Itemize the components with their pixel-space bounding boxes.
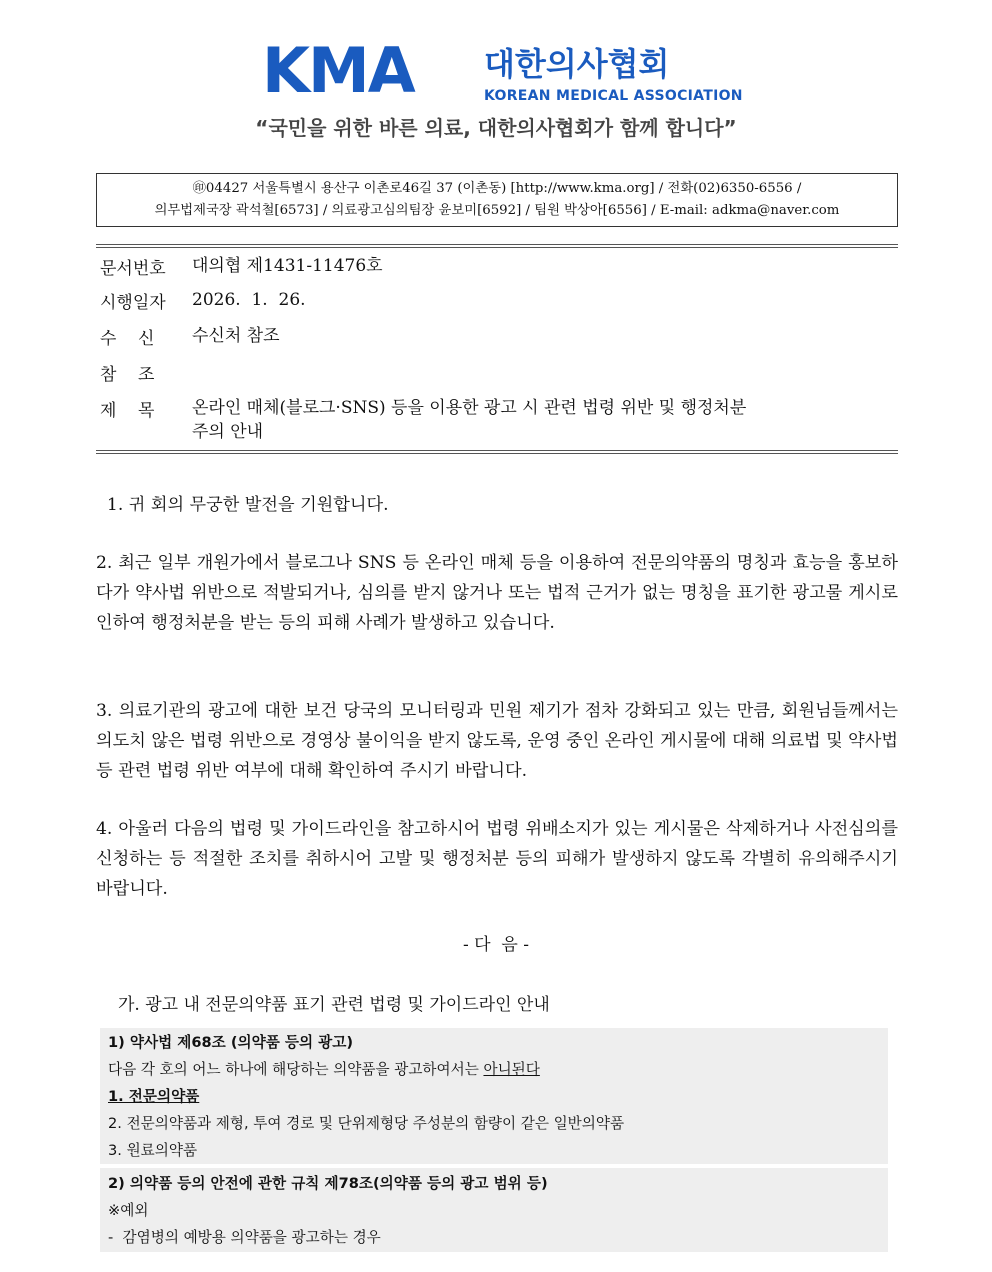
contact-box — [96, 173, 898, 227]
recipient: 수신처 참조 — [192, 326, 280, 346]
date: 2026. 1. 26. — [192, 290, 306, 310]
subject-row — [100, 396, 882, 444]
reference — [192, 360, 882, 385]
law-box-1-item-3: 3. 원료의약품 — [108, 1142, 198, 1159]
law-box-2-title: 2) 의약품 등의 안전에 관한 규칙 제78조(의약품 등의 광고 범위 등) — [108, 1175, 548, 1192]
doc-number: 대의협 제1431-11476호 — [192, 256, 383, 276]
letterhead — [0, 34, 992, 150]
law-box-1 — [100, 1028, 888, 1164]
law-box-2-item-1: - 감염병의 예방용 의약품을 광고하는 경우 — [108, 1229, 381, 1246]
law-box-2 — [100, 1168, 888, 1252]
doc-number-row — [100, 254, 882, 279]
law-box-1-title: 1) 약사법 제68조 (의약품 등의 광고) — [108, 1034, 354, 1051]
subject-line-2: 주의 안내 — [192, 422, 264, 442]
next-heading: - 다 음 - — [463, 935, 529, 955]
law-box-1-intro: 다음 각 호의 어느 하나에 해당하는 의약품을 광고하여서는 아니된다 — [108, 1061, 540, 1078]
subject-label: 제 목 — [100, 401, 155, 421]
law-box-1-item-1: 1. 전문의약품 — [108, 1088, 200, 1105]
divider-top-2 — [96, 247, 898, 248]
law-box-2-note: ※예외 — [108, 1202, 149, 1219]
reference-row — [100, 360, 882, 385]
paragraph-3-text: 3. 의료기관의 광고에 대한 보건 당국의 모니터링과 민원 제기가 점차 강화되고 있는 만큼, 회원님들께서는 의도치 않은 법령 위반으로 경영상 불이익을 받지 않도록, 운영 중인 온라인 게시물에 대해 의료법 및 약사법 등 관련 법령 위반 여부에 대해 확인하여 주시기 바랍니다. — [96, 701, 898, 781]
divider-top — [96, 244, 898, 245]
paragraph-4 — [96, 814, 898, 904]
prohibition-emphasis: 아니된다 — [483, 1061, 540, 1078]
doc-number-label: 문서번호 — [100, 259, 166, 279]
subject-line-1: 온라인 매체(블로그·SNS) 등을 이용한 광고 시 관련 법령 위반 및 행정처분 — [192, 398, 747, 418]
org-name-korean: 대한의사협회 — [484, 45, 670, 83]
section-a-heading: 가. 광고 내 전문의약품 표기 관련 법령 및 가이드라인 안내 — [118, 995, 550, 1015]
date-row — [100, 288, 882, 313]
contact-line-2: 의무법제국장 곽석철[6573] / 의료광고심의팀장 윤보미[6592] / 팀원 박상아[6556] / E-mail: adkma@naver.com — [154, 203, 840, 218]
paragraph-1 — [96, 490, 898, 520]
paragraph-2 — [96, 548, 898, 638]
divider-bottom — [96, 450, 898, 451]
logo-mark: KMA — [262, 34, 414, 107]
paragraph-1-text: 1. 귀 회의 무궁한 발전을 기원합니다. — [96, 495, 389, 515]
kma-logo — [262, 34, 743, 108]
date-label: 시행일자 — [100, 293, 166, 313]
org-name-english: KOREAN MEDICAL ASSOCIATION — [484, 88, 743, 104]
slogan: “국민을 위한 바른 의료, 대한의사협회가 함께 합니다” — [255, 116, 737, 140]
reference-label: 참 조 — [100, 365, 155, 385]
divider-bottom-2 — [96, 453, 898, 454]
paragraph-4-text: 4. 아울러 다음의 법령 및 가이드라인을 참고하시어 법령 위배소지가 있는 게시물은 삭제하거나 사전심의를 신청하는 등 적절한 조치를 취하시어 고발 및 행정처분 등의 피해가 발생하지 않도록 각별히 유의해주시기 바랍니다. — [96, 819, 898, 899]
paragraph-3 — [96, 696, 898, 786]
recipient-row — [100, 324, 882, 349]
contact-line-1: ㊞04427 서울특별시 용산구 이촌로46길 37 (이촌동) [http://www.kma.org] / 전화(02)6350-6556 / — [192, 181, 802, 196]
recipient-label: 수 신 — [100, 329, 155, 349]
subject — [192, 396, 882, 444]
law-box-1-item-2: 2. 전문의약품과 제형, 투여 경로 및 단위제형당 주성분의 함량이 같은 일반의약품 — [108, 1115, 625, 1132]
paragraph-2-text: 2. 최근 일부 개원가에서 블로그나 SNS 등 온라인 매체 등을 이용하여 전문의약품의 명칭과 효능을 홍보하다가 약사법 위반으로 적발되거나, 심의를 받지 않거나 또는 법적 근거가 없는 명칭을 표기한 광고물 게시로 인하여 행정처분을 받는 등의 피해 사례가 발생하고 있습니다. — [96, 553, 898, 633]
